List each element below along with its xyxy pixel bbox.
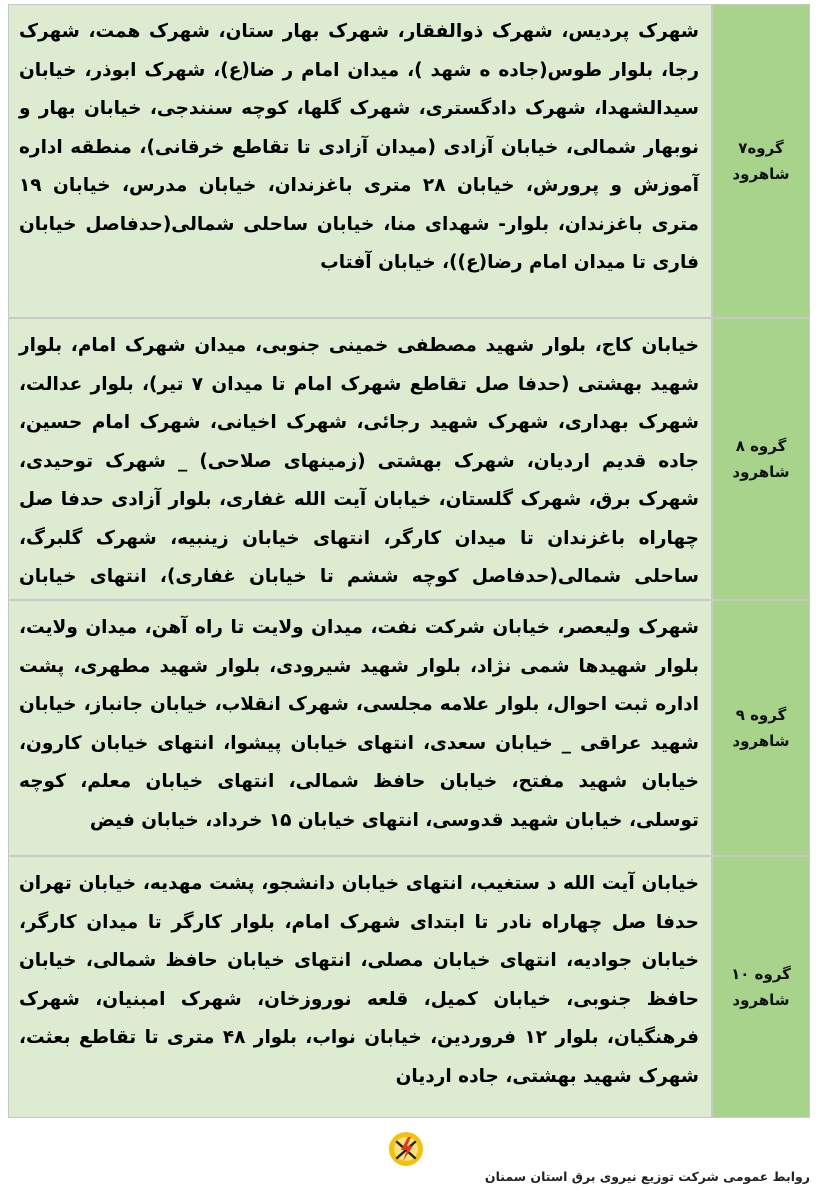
table-row (8, 4, 810, 318)
group-label-cell (712, 4, 810, 318)
area-list-cell: شهرک ولیعصر، خیابان شرکت نفت، میدان ولایت تا راه آهن، میدان ولایت، بلوار شهیدها شمی نژاد، بلوار شهید شیرودی، بلوار شهید مطهری، پشت اداره ثبت احوال، بلوار علامه مجلسی، شهرک انقلاب، خیابان جانباز، خیابان شهید عراقی _ خیابان سعدی، انتهای خیابان پیشوا، انتهای خیابان کارون، خیابان شهید مفتح، خیابان حافظ شمالی، انتهای خیابان معلم، کوچه توسلی، خیابان شهید قدوسی، انتهای خیابان ۱۵ خرداد، خیابان فیض (8, 600, 712, 856)
group-name: گروه۷ (738, 139, 784, 157)
table-row (8, 600, 810, 856)
table-row (8, 856, 810, 1118)
city-name: شاهرود (732, 463, 790, 481)
city-name: شاهرود (732, 165, 790, 183)
power-company-logo-icon (388, 1131, 424, 1167)
group-name: گروه ۸ (735, 437, 787, 455)
group-label-cell (712, 318, 810, 600)
footer (0, 1125, 818, 1189)
area-list-cell: خیابان کاج، بلوار شهید مصطفی خمینی جنوبی، میدان شهرک امام، بلوار شهید بهشتی (حدفا صل تقاطع شهرک امام تا میدان ۷ تیر)، بلوار عدالت، شهرک بهداری، شهرک شهید رجائی، شهرک اخیانی، شهرک امام حسین، جاده قدیم اردیان، شهرک بهشتی (زمینهای صلاحی) _ شهرک توحیدی، شهرک برق، شهرک گلستان، خیابان آیت الله غفاری، بلوار آزادی حدفا صل چهاراه باغزندان تا میدان کارگر، انتهای خیابان زینبیه، شهرک گلبرگ، ساحلی شمالی(حدفاصل کوچه ششم تا خیابان غفاری)، انتهای خیابان (8, 318, 712, 600)
table-row (8, 318, 810, 600)
group-name: گروه ۱۰ (731, 965, 791, 983)
area-list-cell: خیابان آیت الله د ستغیب، انتهای خیابان دانشجو، پشت مهدیه، خیابان تهران حدفا صل چهاراه نادر تا ابتدای شهرک امام، بلوار کارگر تا میدان کارگر، خیابان جوادیه، انتهای خیابان مصلی، انتهای خیابان حافظ شمالی، خیابان حافظ جنوبی، خیابان کمیل، قلعه نوروزخان، شهرک امبنیان، شهرک فرهنگیان، بلوار ۱۲ فروردین، خیابان نواب، بلوار ۴۸ متری تا تقاطع بعثت، شهرک شهید بهشتی، جاده اردیان (8, 856, 712, 1118)
city-name: شاهرود (732, 732, 790, 750)
group-label-cell (712, 856, 810, 1118)
area-list-cell: شهرک پردیس، شهرک ذوالفقار، شهرک بهار ستان، شهرک همت، شهرک رجا، بلوار طوس(جاده ه شهد )، میدان امام ر ضا(ع)، شهرک ابوذر، خیابان سیدا‌لشهدا، شهرک دادگستری، شهرک گلها، کوچه سنندجی، خیابان بهار و نوبهار شمالی، خیابان آزادی (میدان آزادی تا تقاطع خرقانی)، منطقه اداره آموزش و پرورش، خیابان ۲۸ متری باغزندان، خیابان مدرس، خیابان ۱۹ متری باغزندان، بلوار- شهدای منا، خیابان ساحلی شمالی(حدفاصل خیابان فاری تا میدان امام رضا(ع))، خیابان آفتاب (8, 4, 712, 318)
group-name: گروه ۹ (735, 706, 787, 724)
organization-name: روابط عمومی شرکت توزیع نیروی برق استان سمنان (484, 1169, 810, 1184)
group-label-cell (712, 600, 810, 856)
city-name: شاهرود (732, 991, 790, 1009)
